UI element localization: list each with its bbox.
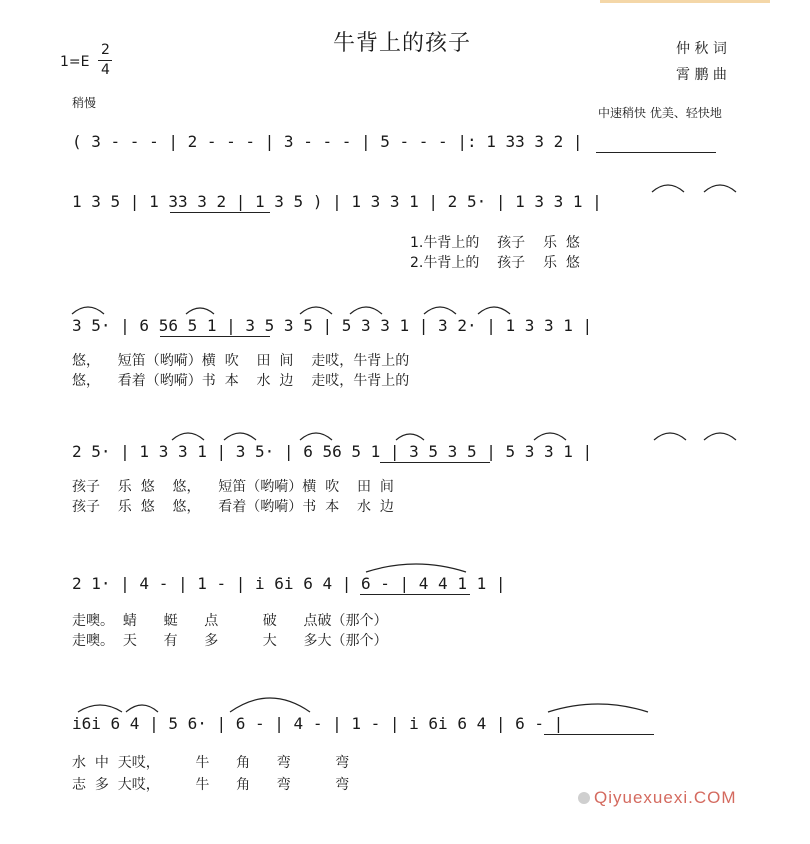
lyric-row-3-verse-1: 悠， 短笛（哟嗬）横 吹 田 间 走哎，牛背上的 xyxy=(72,353,410,369)
slur-r4-d xyxy=(396,434,424,440)
slur-r6-a xyxy=(78,705,122,712)
slur-r4-a xyxy=(172,433,204,440)
notation-row-1: ( 3 - - - | 2 - - - | 3 - - - | 5 - - - |: 1 33 3 2 | xyxy=(72,132,583,151)
intro-tempo-marking: 稍慢 xyxy=(72,96,97,110)
slur-r2-b xyxy=(704,185,736,192)
notation-row-5: 2 1· | 4 - | 1 - | i 6i 6 4 | 6 - | 4 4 1 1 | xyxy=(72,574,506,593)
slur-r3-c xyxy=(300,307,332,314)
slur-r4-b xyxy=(224,433,256,440)
lyric-row-4-verse-2: 孩子 乐 悠 悠， 看着（哟嗬）书 本 水 边 xyxy=(72,499,394,515)
main-tempo-marking: 中速稍快 优美、轻快地 xyxy=(598,106,722,120)
slur-r6-d xyxy=(548,704,648,712)
slur-r4-c xyxy=(300,433,332,440)
notation-row-6: i6i 6 4 | 5 6· | 6 - | 4 - | 1 - | i 6i 6 4 | 6 - | xyxy=(72,714,564,733)
slur-r3-f xyxy=(478,307,510,314)
watermark-text: Qiyuexuexi.COM xyxy=(594,788,737,807)
slur-r4-g xyxy=(704,433,736,440)
lyric-row-2-verse-2: 2.牛背上的 孩子 乐 悠 xyxy=(410,255,580,271)
slur-r6-c xyxy=(230,698,310,712)
slur-r5-a xyxy=(366,564,466,572)
notation-row-3: 3 5· | 6 56 5 1 | 3 5 3 5 | 5 3 3 1 | 3 2· | 1 3 3 1 | xyxy=(72,316,593,335)
lyric-row-4-verse-1: 孩子 乐 悠 悠， 短笛（哟嗬）横 吹 田 间 xyxy=(72,479,394,495)
slur-r2-a xyxy=(652,185,684,192)
time-signature-bottom: 4 xyxy=(101,62,110,78)
lyricist-credit: 仲 秋 词 xyxy=(676,41,727,57)
slur-r3-d xyxy=(350,307,382,314)
song-title: 牛背上的孩子 xyxy=(333,31,472,56)
lyric-row-5-verse-2: 走噢。 天 有 多 大 多大（那个） xyxy=(72,633,388,649)
lyric-row-2-verse-1: 1.牛背上的 孩子 乐 悠 xyxy=(410,235,580,251)
lyric-row-5-verse-1: 走噢。 蜻 蜓 点 破 点破（那个） xyxy=(72,613,388,629)
key-signature: 1=E xyxy=(60,54,90,70)
notation-row-4: 2 5· | 1 3 3 1 | 3 5· | 6 56 5 1 | 3 5 3 5 | 5 3 3 1 | xyxy=(72,442,593,461)
slur-r6-b xyxy=(126,705,158,712)
composer-credit: 霄 鹏 曲 xyxy=(676,67,727,83)
slur-r3-a xyxy=(72,307,104,314)
notation-row-2: 1 3 5 | 1 33 3 2 | 1 3 5 ) | 1 3 3 1 | 2 5· | 1 3 3 1 | xyxy=(72,192,602,211)
slur-r3-e xyxy=(424,307,456,314)
lyric-row-6-verse-2: 志 多 大哎， 牛 角 弯 弯 xyxy=(72,777,350,793)
slur-r4-e xyxy=(534,433,566,440)
lyric-row-6-verse-1: 水 中 天哎， 牛 角 弯 弯 xyxy=(72,755,350,771)
lyric-row-3-verse-2: 悠， 看着（哟嗬）书 本 水 边 走哎，牛背上的 xyxy=(72,373,410,389)
slur-r4-f xyxy=(654,433,686,440)
slur-r3-b xyxy=(186,308,214,314)
watermark-logo-icon xyxy=(578,792,590,804)
time-signature-top: 2 xyxy=(101,42,110,58)
